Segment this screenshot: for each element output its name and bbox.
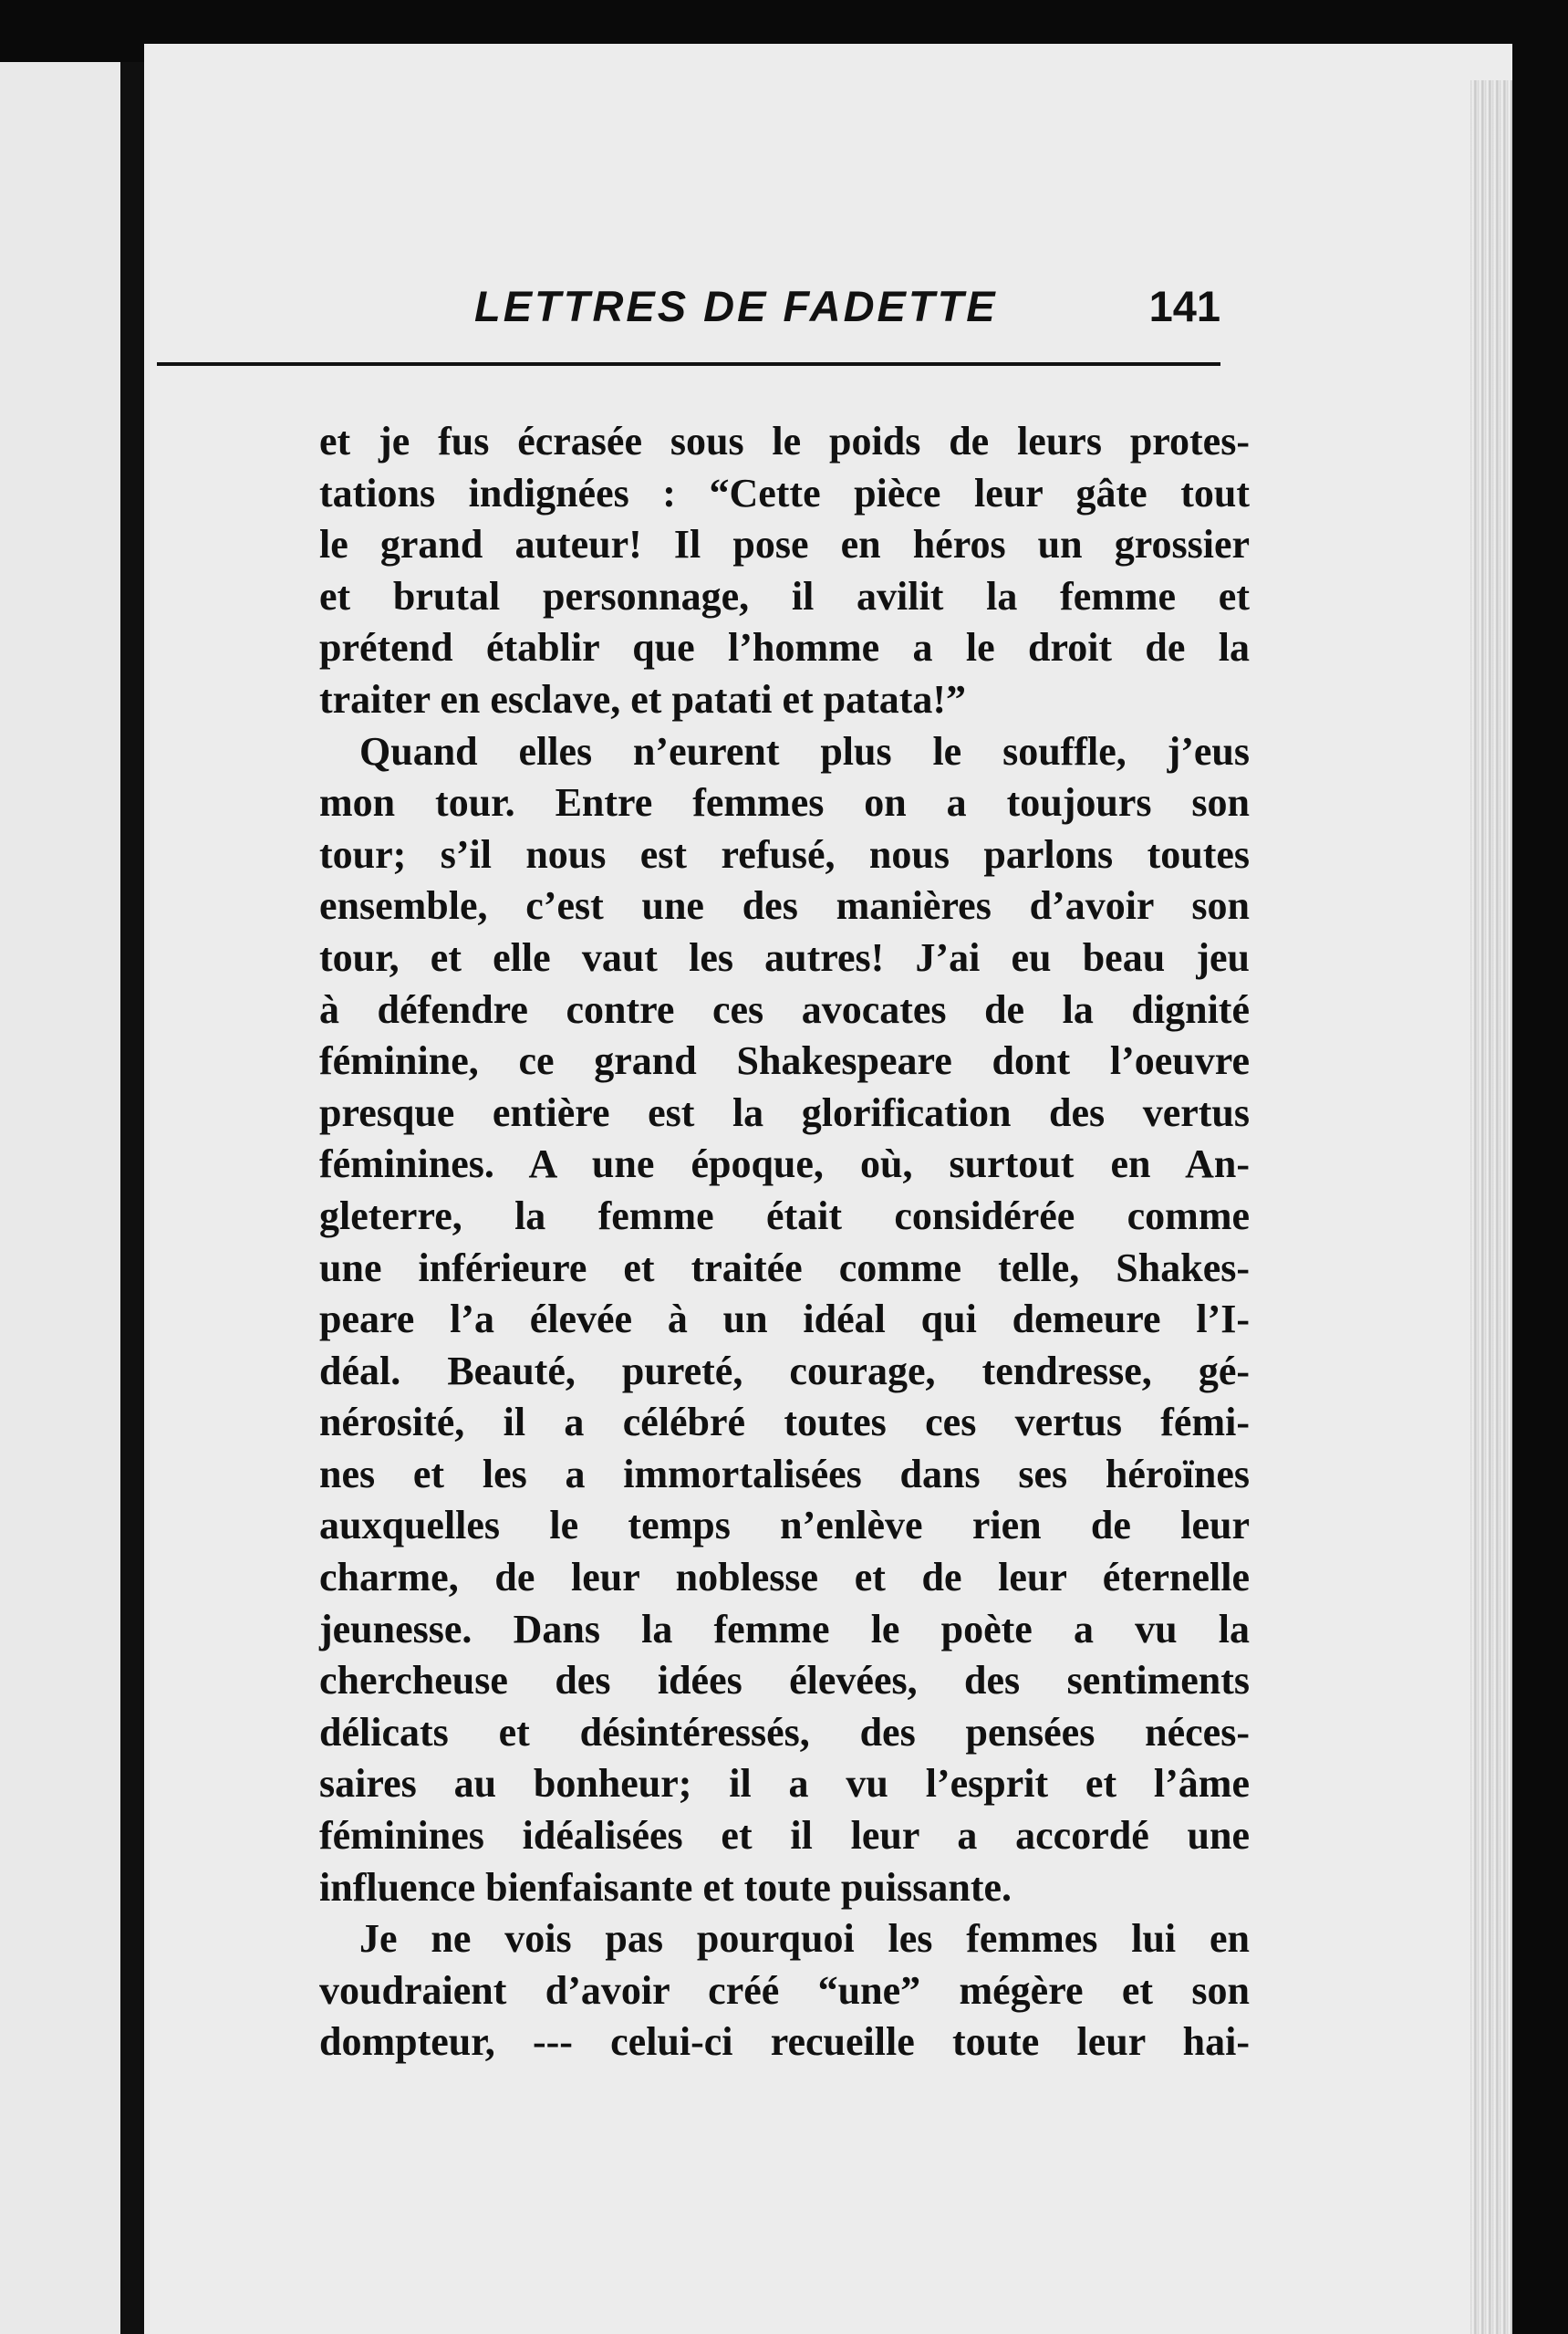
book-gutter: [120, 62, 144, 2334]
text-line: prétend établir que l’homme a le droit de la: [319, 625, 1250, 671]
paragraph-3: [319, 1913, 1250, 2068]
text-line: influence bienfaisante et toute puissante.: [319, 1864, 1012, 1910]
text-line: tations indignées : “Cette pièce leur gâte tout: [319, 470, 1250, 516]
page-number: 141: [1148, 282, 1220, 330]
text-line: à défendre contre ces avocates de la dignité: [319, 986, 1250, 1032]
text-line: traiter en esclave, et patati et patata!”: [319, 676, 967, 722]
text-line: dompteur, --- celui-ci recueille toute leur hai-: [319, 2019, 1250, 2065]
page-header: [173, 281, 1220, 354]
text-line: charme, de leur noblesse et de leur éternelle: [319, 1555, 1250, 1600]
text-line: mon tour. Entre femmes on a toujours son: [319, 780, 1250, 826]
running-title: LETTRES DE FADETTE: [474, 282, 998, 330]
header-rule: [157, 362, 1220, 366]
text-line: peare l’a élevée à un idéal qui demeure l’I-: [319, 1297, 1250, 1342]
text-line: Quand elles n’eurent plus le souffle, j’eus: [359, 728, 1250, 774]
text-line: gleterre, la femme était considérée comme: [319, 1193, 1250, 1238]
text-line: féminines idéalisées et il leur a accordé une: [319, 1813, 1250, 1859]
text-line: féminine, ce grand Shakespeare dont l’oeuvre: [319, 1038, 1250, 1084]
facing-page-edge: [0, 62, 120, 2334]
text-line: et brutal personnage, il avilit la femme et: [319, 573, 1250, 619]
body-text: [319, 416, 1250, 2068]
text-line: tour, et elle vaut les autres! J’ai eu beau jeu: [319, 934, 1250, 980]
paragraph-1: [319, 416, 1250, 726]
text-line: déal. Beauté, pureté, courage, tendresse, gé-: [319, 1348, 1250, 1393]
text-line: le grand auteur! Il pose en héros un grossier: [319, 522, 1250, 568]
text-line: saires au bonheur; il a vu l’esprit et l’âme: [319, 1761, 1250, 1807]
text-line: jeunesse. Dans la femme le poète a vu la: [319, 1606, 1250, 1652]
scan-border: [1512, 0, 1568, 2334]
text-line: presque entière est la glorification des vertus: [319, 1089, 1250, 1135]
text-line: auxquelles le temps n’enlève rien de leur: [319, 1503, 1250, 1548]
text-line: Je ne vois pas pourquoi les femmes lui en: [359, 1916, 1250, 1962]
text-line: nérosité, il a célébré toutes ces vertus fémi-: [319, 1400, 1250, 1445]
text-line: nes et les a immortalisées dans ses héroïnes: [319, 1451, 1250, 1496]
text-line: féminines. A une époque, où, surtout en An-: [319, 1141, 1250, 1187]
text-line: délicats et désintéressés, des pensées néces-: [319, 1709, 1250, 1755]
text-line: ensemble, c’est une des manières d’avoir son: [319, 883, 1250, 929]
text-line: tour; s’il nous est refusé, nous parlons toutes: [319, 831, 1250, 877]
text-line: et je fus écrasée sous le poids de leurs protes-: [319, 419, 1250, 464]
text-line: voudraient d’avoir créé “une” mégère et son: [319, 1967, 1250, 2013]
paragraph-2: [319, 726, 1250, 1914]
text-line: une inférieure et traitée comme telle, Shakes-: [319, 1245, 1250, 1290]
page-edge-texture: [1470, 80, 1512, 2334]
text-line: chercheuse des idées élevées, des sentiments: [319, 1658, 1250, 1704]
